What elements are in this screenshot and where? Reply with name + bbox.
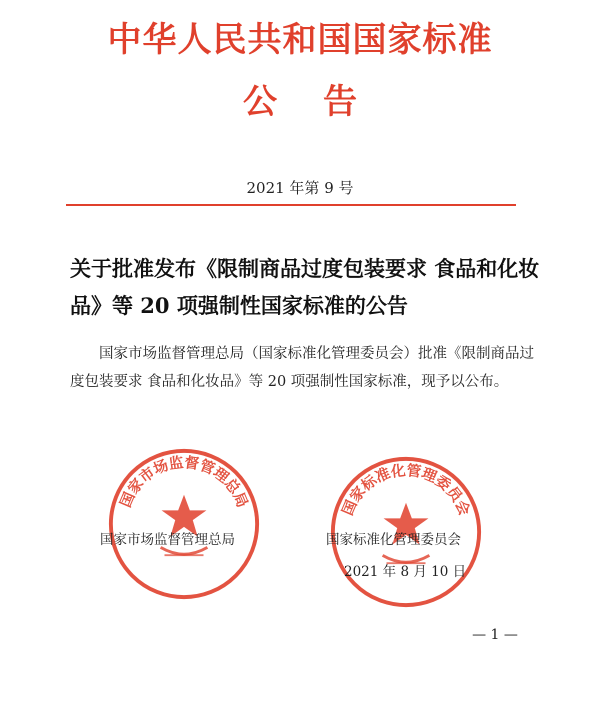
notice-body: 国家市场监督管理总局（国家标准化管理委员会）批准《限制商品过度包装要求 食品和化妆品》等 20 项强制性国家标准，现予以公布。 (70, 346, 534, 390)
document-number: 2021 年第 9 号 (246, 179, 354, 197)
page-number: — 1 — (472, 627, 518, 643)
header-subtitle: 公告 (243, 82, 403, 122)
red-divider-line (66, 204, 516, 206)
issue-date: 2021 年 8 月 10 日 (344, 564, 467, 580)
header-title: 中华人民共和国国家标准 (107, 20, 493, 60)
signature-right: 国家标准化管理委员会 (326, 532, 461, 548)
seal-right-text: 国家标准化管理委员会 (339, 462, 473, 518)
signature-left: 国家市场监督管理总局 (100, 532, 235, 548)
seal-market-regulation (106, 446, 262, 602)
notice-title: 关于批准发布《限制商品过度包装要求 食品和化妆品》等 20 项强制性国家标准的公告 (70, 256, 540, 318)
seal-left-text: 国家市场监督管理总局 (117, 454, 251, 510)
